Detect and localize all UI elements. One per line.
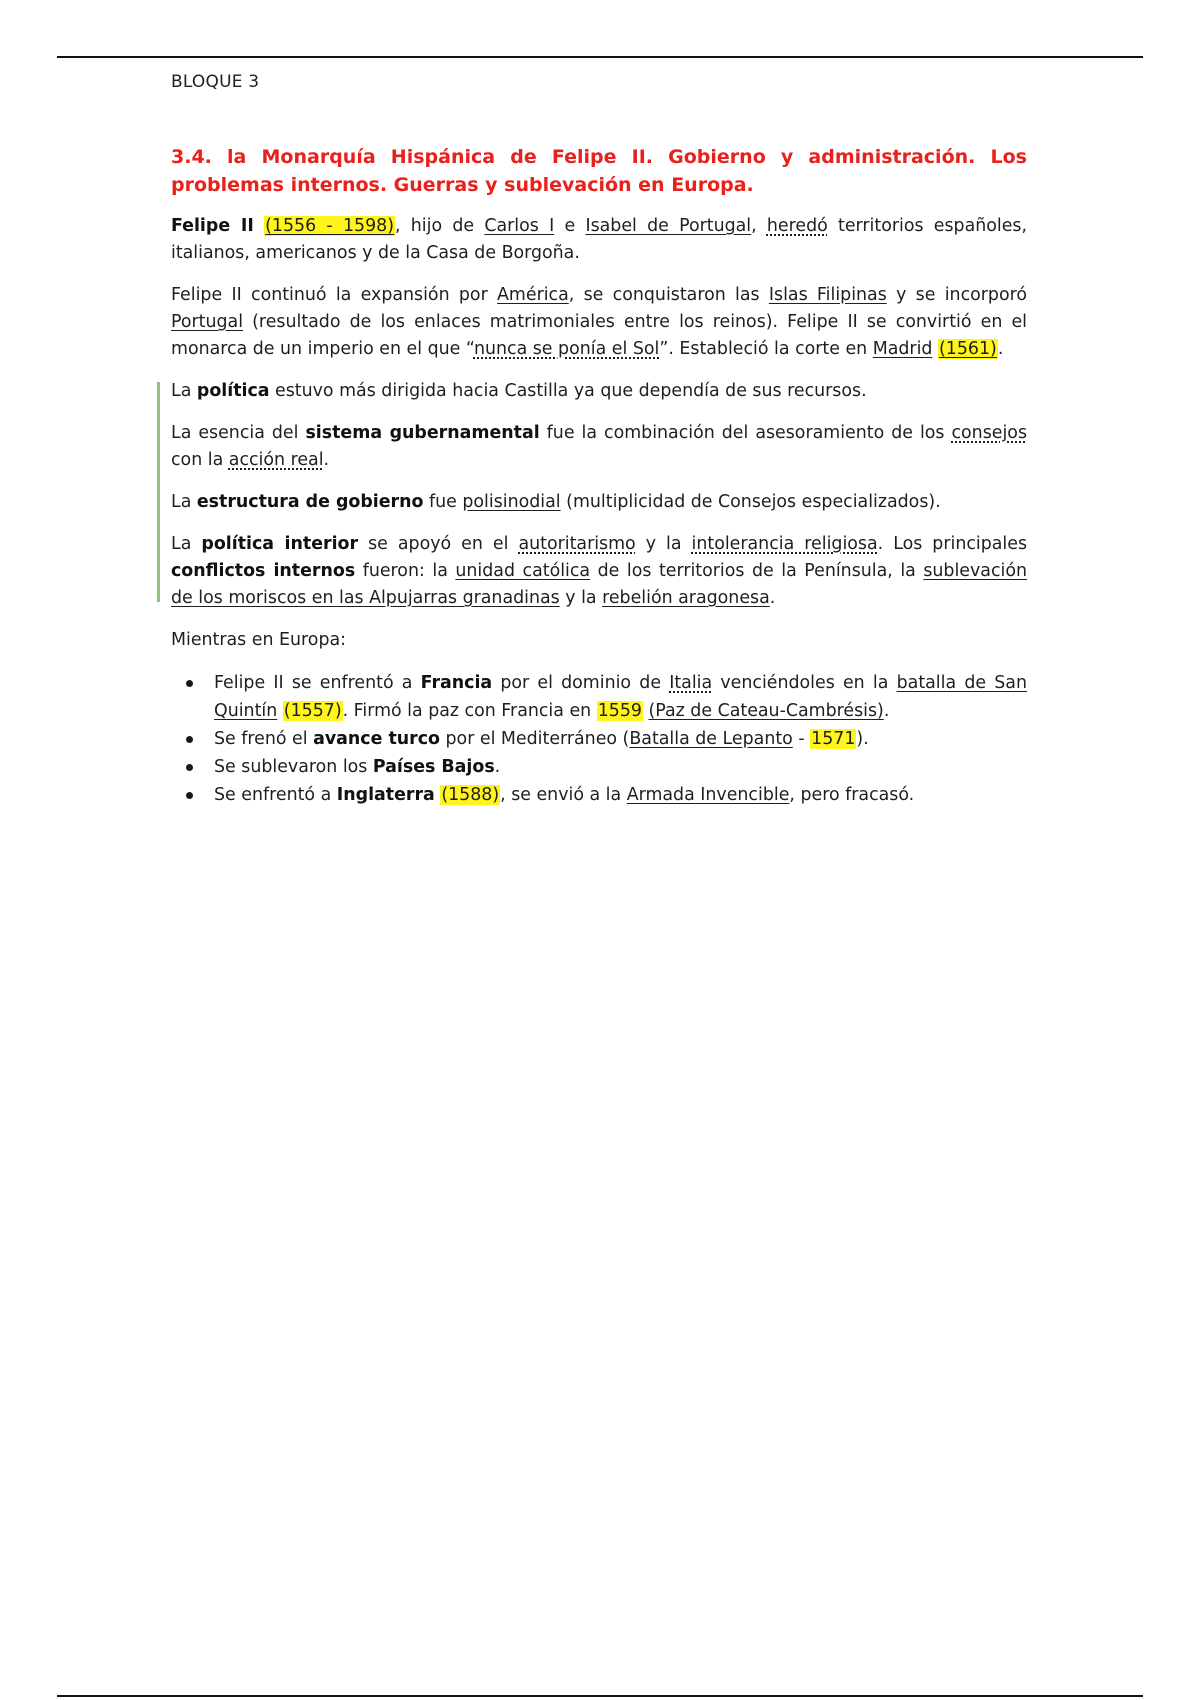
text: La — [171, 534, 202, 554]
underlined-sublevacion: sublevación de los moriscos en las Alpujarras granadinas — [171, 561, 1027, 608]
bullet-icon — [186, 764, 193, 771]
dotted-autoritarismo: autoritarismo — [518, 534, 636, 554]
text: estuvo más dirigida hacia Castilla ya que dependía de sus recursos. — [269, 381, 867, 401]
text: ). — [856, 729, 869, 749]
text — [254, 216, 264, 236]
highlight-madrid-year: (1561) — [938, 339, 997, 359]
text: , pero fracasó. — [789, 785, 915, 805]
politics-section — [171, 378, 1027, 612]
bold-politica-interior: política interior — [201, 534, 359, 554]
bullet-icon — [186, 792, 193, 799]
text: y la — [635, 534, 692, 554]
dotted-intolerancia: intolerancia religiosa — [691, 534, 878, 554]
text: . — [494, 757, 501, 777]
text: por el dominio de — [492, 673, 670, 693]
footer-rule — [57, 1695, 1143, 1697]
bold-estructura: estructura de gobierno — [196, 492, 424, 512]
paragraph-politica — [171, 378, 1027, 405]
bold-avance-turco: avance turco — [313, 729, 440, 749]
dotted-heredo: heredó — [766, 216, 828, 236]
text — [277, 701, 283, 721]
bold-felipe: Felipe II — [171, 216, 254, 236]
text: . Firmó la paz con Francia en — [342, 701, 597, 721]
highlight-reign-dates: (1556 - 1598) — [265, 216, 394, 236]
underlined-paz-cateau: (Paz de Cateau-Cambrésis) — [648, 701, 884, 721]
bold-inglaterra: Inglaterra — [336, 785, 435, 805]
underlined-portugal: Portugal — [171, 312, 244, 332]
text: (multiplicidad de Consejos especializados). — [560, 492, 941, 512]
text: . — [769, 588, 776, 608]
text: La — [171, 492, 197, 512]
text: , — [751, 216, 767, 236]
text: , se conquistaron las — [568, 285, 769, 305]
text: , hijo de — [395, 216, 485, 236]
header-rule — [57, 56, 1143, 58]
margin-bar — [157, 382, 160, 602]
paragraph-politica-interior — [171, 531, 1027, 612]
text: Felipe II se enfrentó a — [214, 673, 421, 693]
highlight-1588: (1588) — [441, 785, 500, 805]
underlined-isabel: Isabel de Portugal — [585, 216, 752, 236]
text: con la — [171, 450, 229, 470]
text: fue — [423, 492, 463, 512]
text: (resultado de los enlaces matrimoniales entre los reinos). Felipe II se convirtió en el monarca de un imperio en el que “ — [171, 312, 1027, 359]
dotted-accion-real: acción real — [228, 450, 324, 470]
text: y se incorporó — [886, 285, 1028, 305]
text: . — [323, 450, 330, 470]
bullet-icon — [186, 680, 193, 687]
document-body — [171, 143, 1027, 809]
underlined-rebelion: rebelión aragonesa — [602, 588, 770, 608]
paragraph-europa-intro: Mientras en Europa: — [171, 630, 346, 650]
text: La — [171, 381, 197, 401]
underlined-filipinas: Islas Filipinas — [768, 285, 887, 305]
highlight-1559: 1559 — [597, 701, 642, 721]
dotted-consejos: consejos — [951, 423, 1027, 443]
text: . — [883, 701, 890, 721]
text: fueron: la — [355, 561, 456, 581]
paragraph-sistema — [171, 420, 1027, 474]
dotted-italia: Italia — [669, 673, 713, 693]
underlined-madrid: Madrid — [872, 339, 933, 359]
underlined-armada: Armada Invencible — [626, 785, 790, 805]
paragraph-felipe-intro — [171, 213, 1027, 267]
underlined-polisinodial: polisinodial — [462, 492, 561, 512]
list-item — [171, 669, 1027, 725]
text: fue la combinación del asesoramiento de los — [539, 423, 952, 443]
highlight-1557: (1557) — [283, 701, 342, 721]
dotted-nunca-se-ponia: nunca se ponía el Sol — [473, 339, 660, 359]
text: territorios españoles, italianos, americanos y de la Casa de Borgoña. — [171, 216, 1028, 263]
bullet-icon — [186, 736, 193, 743]
underlined-san-quintin: batalla de San Quintín — [214, 673, 1027, 721]
bold-politica: política — [196, 381, 270, 401]
paragraph-expansion — [171, 282, 1027, 363]
section-title: 3.4. la Monarquía Hispánica de Felipe II. Gobierno y administración. Los problemas internos. Guerras y sublevación en Europa. — [171, 146, 1027, 196]
bold-conflictos: conflictos internos — [171, 561, 356, 581]
underlined-unidad: unidad católica — [455, 561, 591, 581]
list-item — [171, 781, 1027, 809]
text: ”. Estableció la corte en — [659, 339, 873, 359]
header-label: BLOQUE 3 — [171, 72, 260, 92]
paragraph-estructura — [171, 489, 1027, 516]
europe-list — [171, 669, 1027, 809]
underlined-carlos: Carlos I — [484, 216, 555, 236]
list-item — [171, 753, 1027, 781]
underlined-lepanto: Batalla de Lepanto — [629, 729, 793, 749]
text: , se envió a la — [500, 785, 627, 805]
text: y la — [559, 588, 603, 608]
highlight-1571: 1571 — [811, 729, 856, 749]
bold-sistema: sistema gubernamental — [305, 423, 540, 443]
text: La esencia del — [171, 423, 306, 443]
text: se apoyó en el — [358, 534, 519, 554]
text: venciéndoles en la — [712, 673, 897, 693]
list-item — [171, 725, 1027, 753]
text: Se frenó el — [214, 729, 314, 749]
text: Se enfrentó a — [214, 785, 337, 805]
bold-paises-bajos: Países Bajos — [372, 757, 495, 777]
bold-francia: Francia — [420, 673, 493, 693]
text: Felipe II continuó la expansión por — [171, 285, 498, 305]
text: - — [792, 729, 811, 749]
text: . — [997, 339, 1004, 359]
text: de los territorios de la Península, la — [590, 561, 924, 581]
text: por el Mediterráneo ( — [439, 729, 630, 749]
text: e — [554, 216, 586, 236]
underlined-america: América — [497, 285, 569, 305]
text: . Los principales — [877, 534, 1028, 554]
text: Se sublevaron los — [214, 757, 373, 777]
